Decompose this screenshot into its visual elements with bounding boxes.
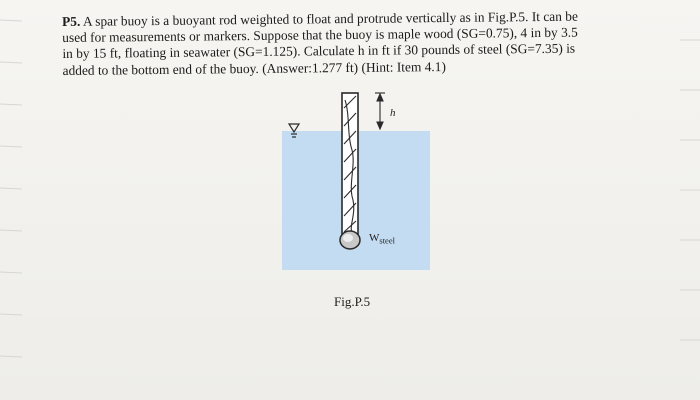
weight-label-main: W bbox=[369, 232, 380, 244]
h-dimension-arrow bbox=[375, 93, 385, 129]
problem-line-2: used for measurements or markers. Suppose that the buoy is maple wood (SG=0.75), 4 in by 3.5 bbox=[62, 24, 578, 46]
problem-line-1-text: A spar buoy is a buoyant rod weighted to float and protrude vertically as in Fig.P.5. It can be bbox=[82, 8, 578, 29]
wooden-rod bbox=[342, 93, 358, 236]
figure-caption: Fig.P.5 bbox=[334, 294, 371, 309]
steel-weight bbox=[340, 231, 360, 249]
h-label: h bbox=[390, 107, 396, 119]
problem-line-3: in by 15 ft, floating in seawater (SG=1.125). Calculate h in ft if 30 pounds of steel (SG=7.35) is bbox=[62, 41, 576, 62]
problem-line-4: added to the bottom end of the buoy. (Answer:1.277 ft) (Hint: Item 4.1) bbox=[62, 58, 446, 78]
weight-label-sub: steel bbox=[379, 235, 395, 246]
problem-number: P5. bbox=[62, 13, 81, 29]
